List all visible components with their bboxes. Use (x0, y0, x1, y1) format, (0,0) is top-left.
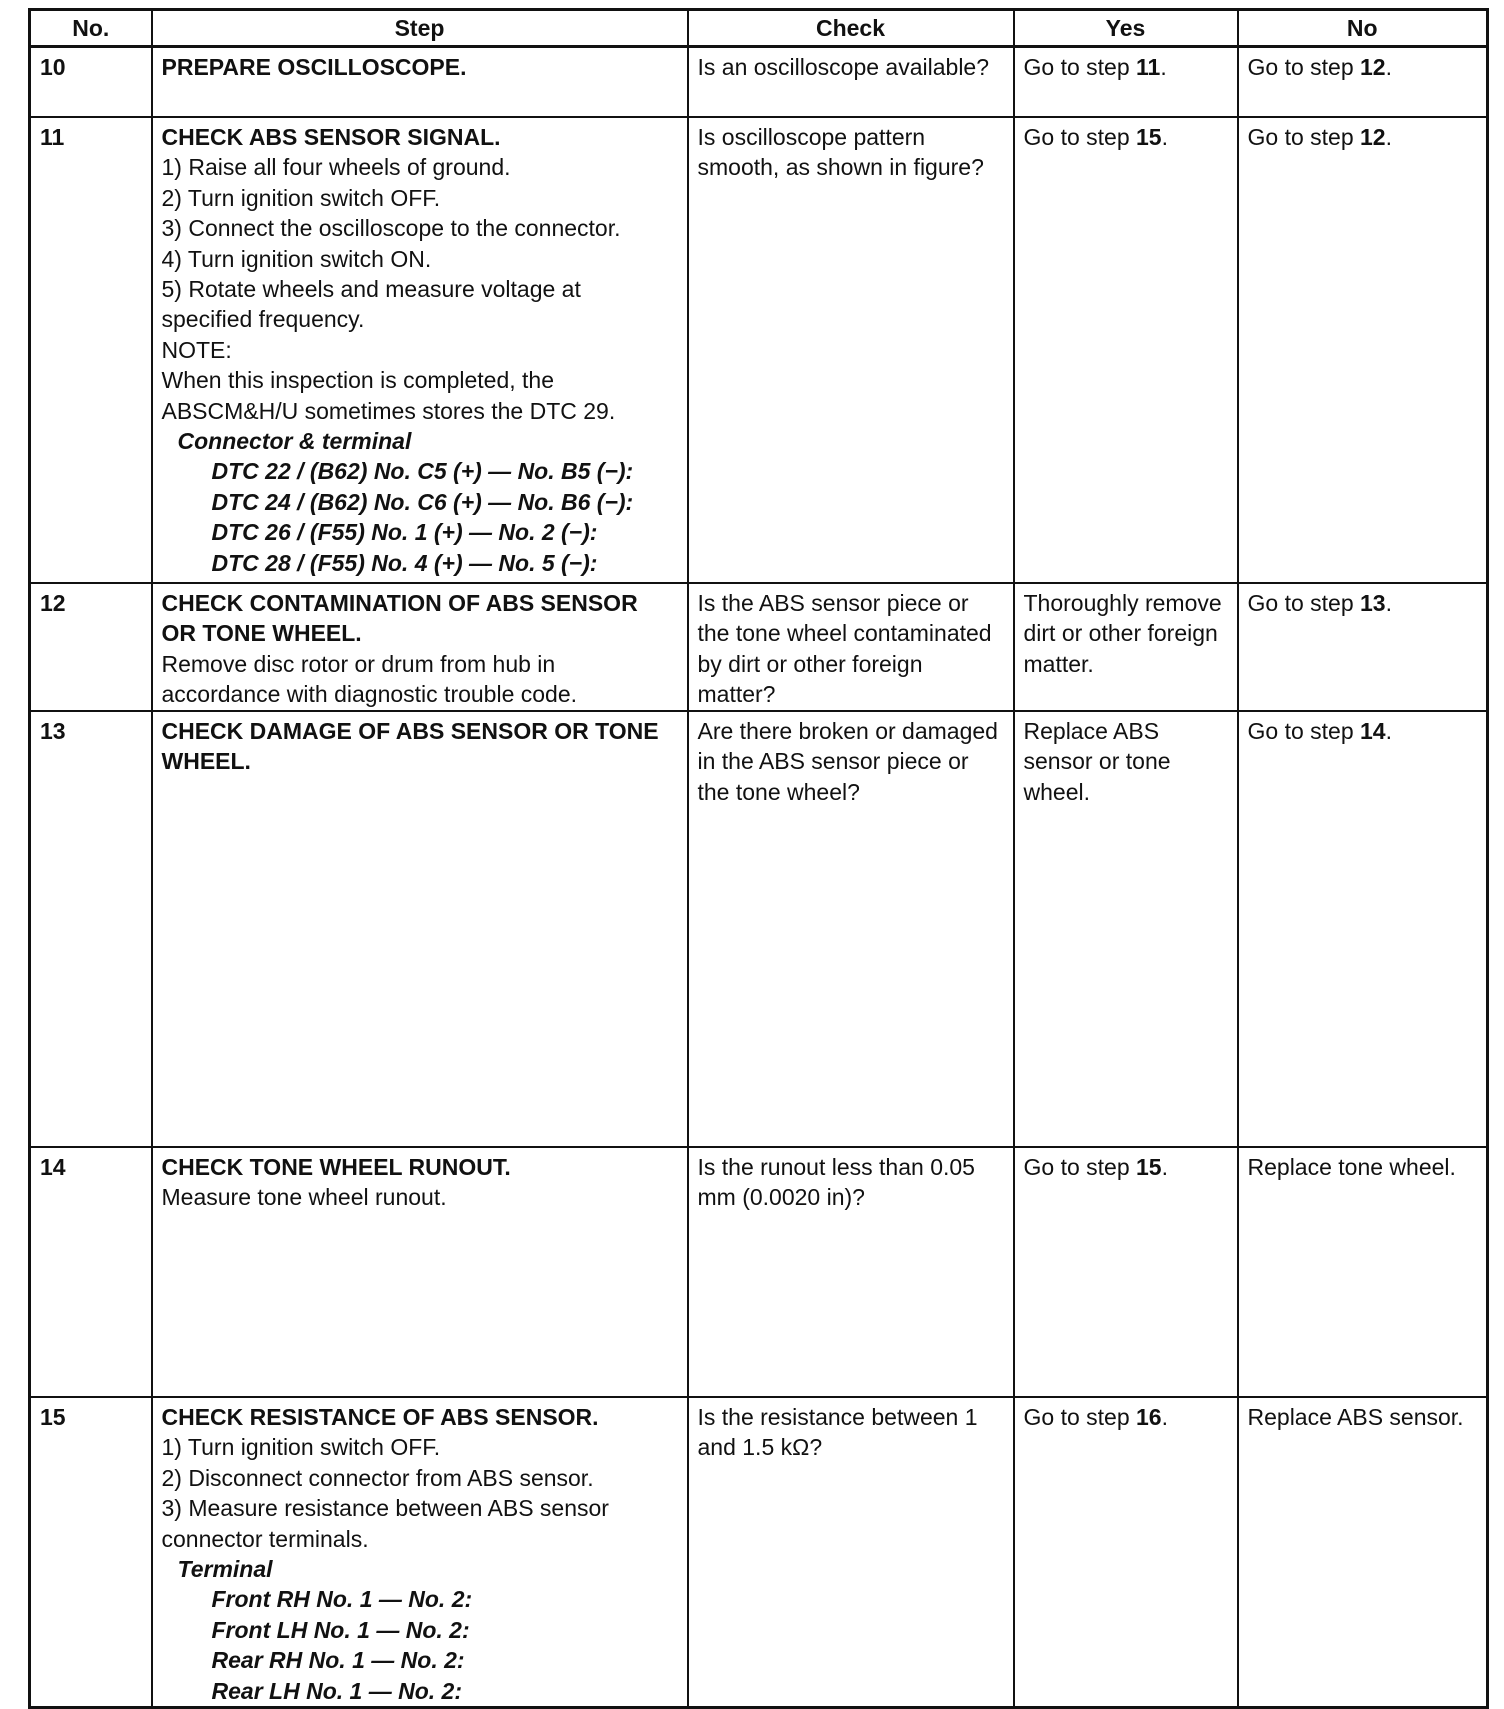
diagnostic-table (28, 8, 1489, 1709)
step-title: CHECK RESISTANCE OF ABS SENSOR. (161, 1404, 599, 1430)
no-suffix: . (1385, 124, 1392, 150)
yes-prefix: Go to step (1023, 124, 1137, 150)
step-title: CHECK CONTAMINATION OF ABS SENSOR OR TONE WHEEL. (161, 590, 638, 647)
terminal-spec: DTC 24 / (B62) No. C6 (+) — No. B6 (−): (211, 488, 634, 515)
yes-suffix: . (1161, 1404, 1168, 1430)
table-row (30, 711, 1488, 1147)
yes-cell (1014, 1147, 1238, 1397)
step-line: Remove disc rotor or drum from hub in accordance with diagnostic trouble code. (161, 650, 578, 708)
step-number: 14 (30, 1147, 152, 1397)
step-line: 4) Turn ignition switch ON. (161, 245, 432, 272)
step-title: PREPARE OSCILLOSCOPE. (161, 54, 467, 80)
terminal-spec: DTC 28 / (F55) No. 4 (+) — No. 5 (−): (211, 549, 598, 576)
step-line: 2) Disconnect connector from ABS sensor. (161, 1464, 594, 1491)
header-step: Step (152, 10, 688, 47)
yes-prefix: Go to step (1023, 1154, 1137, 1180)
step-cell (152, 1397, 688, 1708)
terminal-spec: Front LH No. 1 — No. 2: (211, 1616, 470, 1643)
yes-cell: Replace ABS sensor or tone wheel. (1014, 711, 1238, 1147)
terminal-heading: Terminal (177, 1556, 273, 1583)
header-no: No. (30, 10, 152, 47)
header-yes: Yes (1014, 10, 1238, 47)
check-cell: Is oscilloscope pattern smooth, as shown in figure? (688, 117, 1014, 583)
no-step-ref: 13 (1360, 590, 1386, 616)
terminal-spec: Rear RH No. 1 — No. 2: (211, 1647, 465, 1674)
step-line: 3) Connect the oscilloscope to the connector. (161, 215, 621, 242)
yes-suffix: . (1161, 1154, 1168, 1180)
yes-cell (1014, 117, 1238, 583)
header-row (30, 10, 1488, 47)
table-row (30, 1147, 1488, 1397)
terminal-spec: Rear LH No. 1 — No. 2: (211, 1677, 462, 1704)
note-label: NOTE: (161, 336, 232, 363)
step-number: 10 (30, 47, 152, 118)
yes-step-ref: 15 (1136, 1154, 1162, 1180)
no-cell (1238, 47, 1488, 118)
table-row (30, 583, 1488, 711)
no-cell (1238, 711, 1488, 1147)
table-row (30, 1397, 1488, 1708)
step-line: Measure tone wheel runout. (161, 1184, 447, 1211)
step-cell (152, 117, 688, 583)
yes-cell: Thoroughly remove dirt or other foreign matter. (1014, 583, 1238, 711)
no-cell (1238, 117, 1488, 583)
step-line: 3) Measure resistance between ABS sensor connector terminals. (161, 1495, 609, 1552)
no-cell: Replace ABS sensor. (1238, 1397, 1488, 1708)
yes-cell (1014, 47, 1238, 118)
step-number: 13 (30, 711, 152, 1147)
terminal-spec: DTC 26 / (F55) No. 1 (+) — No. 2 (−): (211, 519, 598, 546)
yes-step-ref: 16 (1136, 1404, 1162, 1430)
no-prefix: Go to step (1247, 718, 1361, 744)
step-title: CHECK TONE WHEEL RUNOUT. (161, 1154, 511, 1180)
header-no-result: No (1238, 10, 1488, 47)
check-cell: Is the runout less than 0.05 mm (0.0020 in)? (688, 1147, 1014, 1397)
no-suffix: . (1385, 54, 1392, 80)
step-cell (152, 583, 688, 711)
header-check: Check (688, 10, 1014, 47)
yes-step-ref: 11 (1136, 54, 1161, 80)
check-cell: Is the resistance between 1 and 1.5 kΩ? (688, 1397, 1014, 1708)
yes-cell (1014, 1397, 1238, 1708)
no-suffix: . (1385, 590, 1392, 616)
step-title: CHECK DAMAGE OF ABS SENSOR OR TONE WHEEL. (161, 718, 659, 775)
terminal-spec: Front RH No. 1 — No. 2: (211, 1586, 473, 1613)
no-step-ref: 14 (1360, 718, 1386, 744)
yes-prefix: Go to step (1023, 54, 1137, 80)
step-line: 5) Rotate wheels and measure voltage at specified frequency. (161, 276, 581, 333)
step-cell (152, 711, 688, 1147)
check-cell: Is the ABS sensor piece or the tone wheel contaminated by dirt or other foreign matter? (688, 583, 1014, 711)
no-suffix: . (1385, 718, 1392, 744)
step-cell (152, 1147, 688, 1397)
yes-step-ref: 15 (1136, 124, 1162, 150)
table-row (30, 117, 1488, 583)
no-step-ref: 12 (1360, 54, 1386, 80)
no-cell: Replace tone wheel. (1238, 1147, 1488, 1397)
note-text: When this inspection is completed, the ABSCM&H/U sometimes stores the DTC 29. (161, 367, 616, 424)
step-line: 1) Turn ignition switch OFF. (161, 1434, 441, 1461)
yes-suffix: . (1160, 54, 1167, 80)
check-cell: Is an oscilloscope available? (688, 47, 1014, 118)
no-prefix: Go to step (1247, 54, 1361, 80)
step-number: 12 (30, 583, 152, 711)
step-line: 1) Raise all four wheels of ground. (161, 154, 511, 181)
yes-suffix: . (1161, 124, 1168, 150)
step-number: 15 (30, 1397, 152, 1708)
no-prefix: Go to step (1247, 590, 1361, 616)
check-cell: Are there broken or damaged in the ABS sensor piece or the tone wheel? (688, 711, 1014, 1147)
connector-terminal-heading: Connector & terminal (177, 428, 412, 455)
step-line: 2) Turn ignition switch OFF. (161, 184, 441, 211)
no-prefix: Go to step (1247, 124, 1361, 150)
step-number: 11 (30, 117, 152, 583)
no-step-ref: 12 (1360, 124, 1386, 150)
terminal-spec: DTC 22 / (B62) No. C5 (+) — No. B5 (−): (211, 458, 634, 485)
table-row (30, 47, 1488, 118)
step-cell (152, 47, 688, 118)
no-cell (1238, 583, 1488, 711)
yes-prefix: Go to step (1023, 1404, 1137, 1430)
step-title: CHECK ABS SENSOR SIGNAL. (161, 124, 501, 150)
